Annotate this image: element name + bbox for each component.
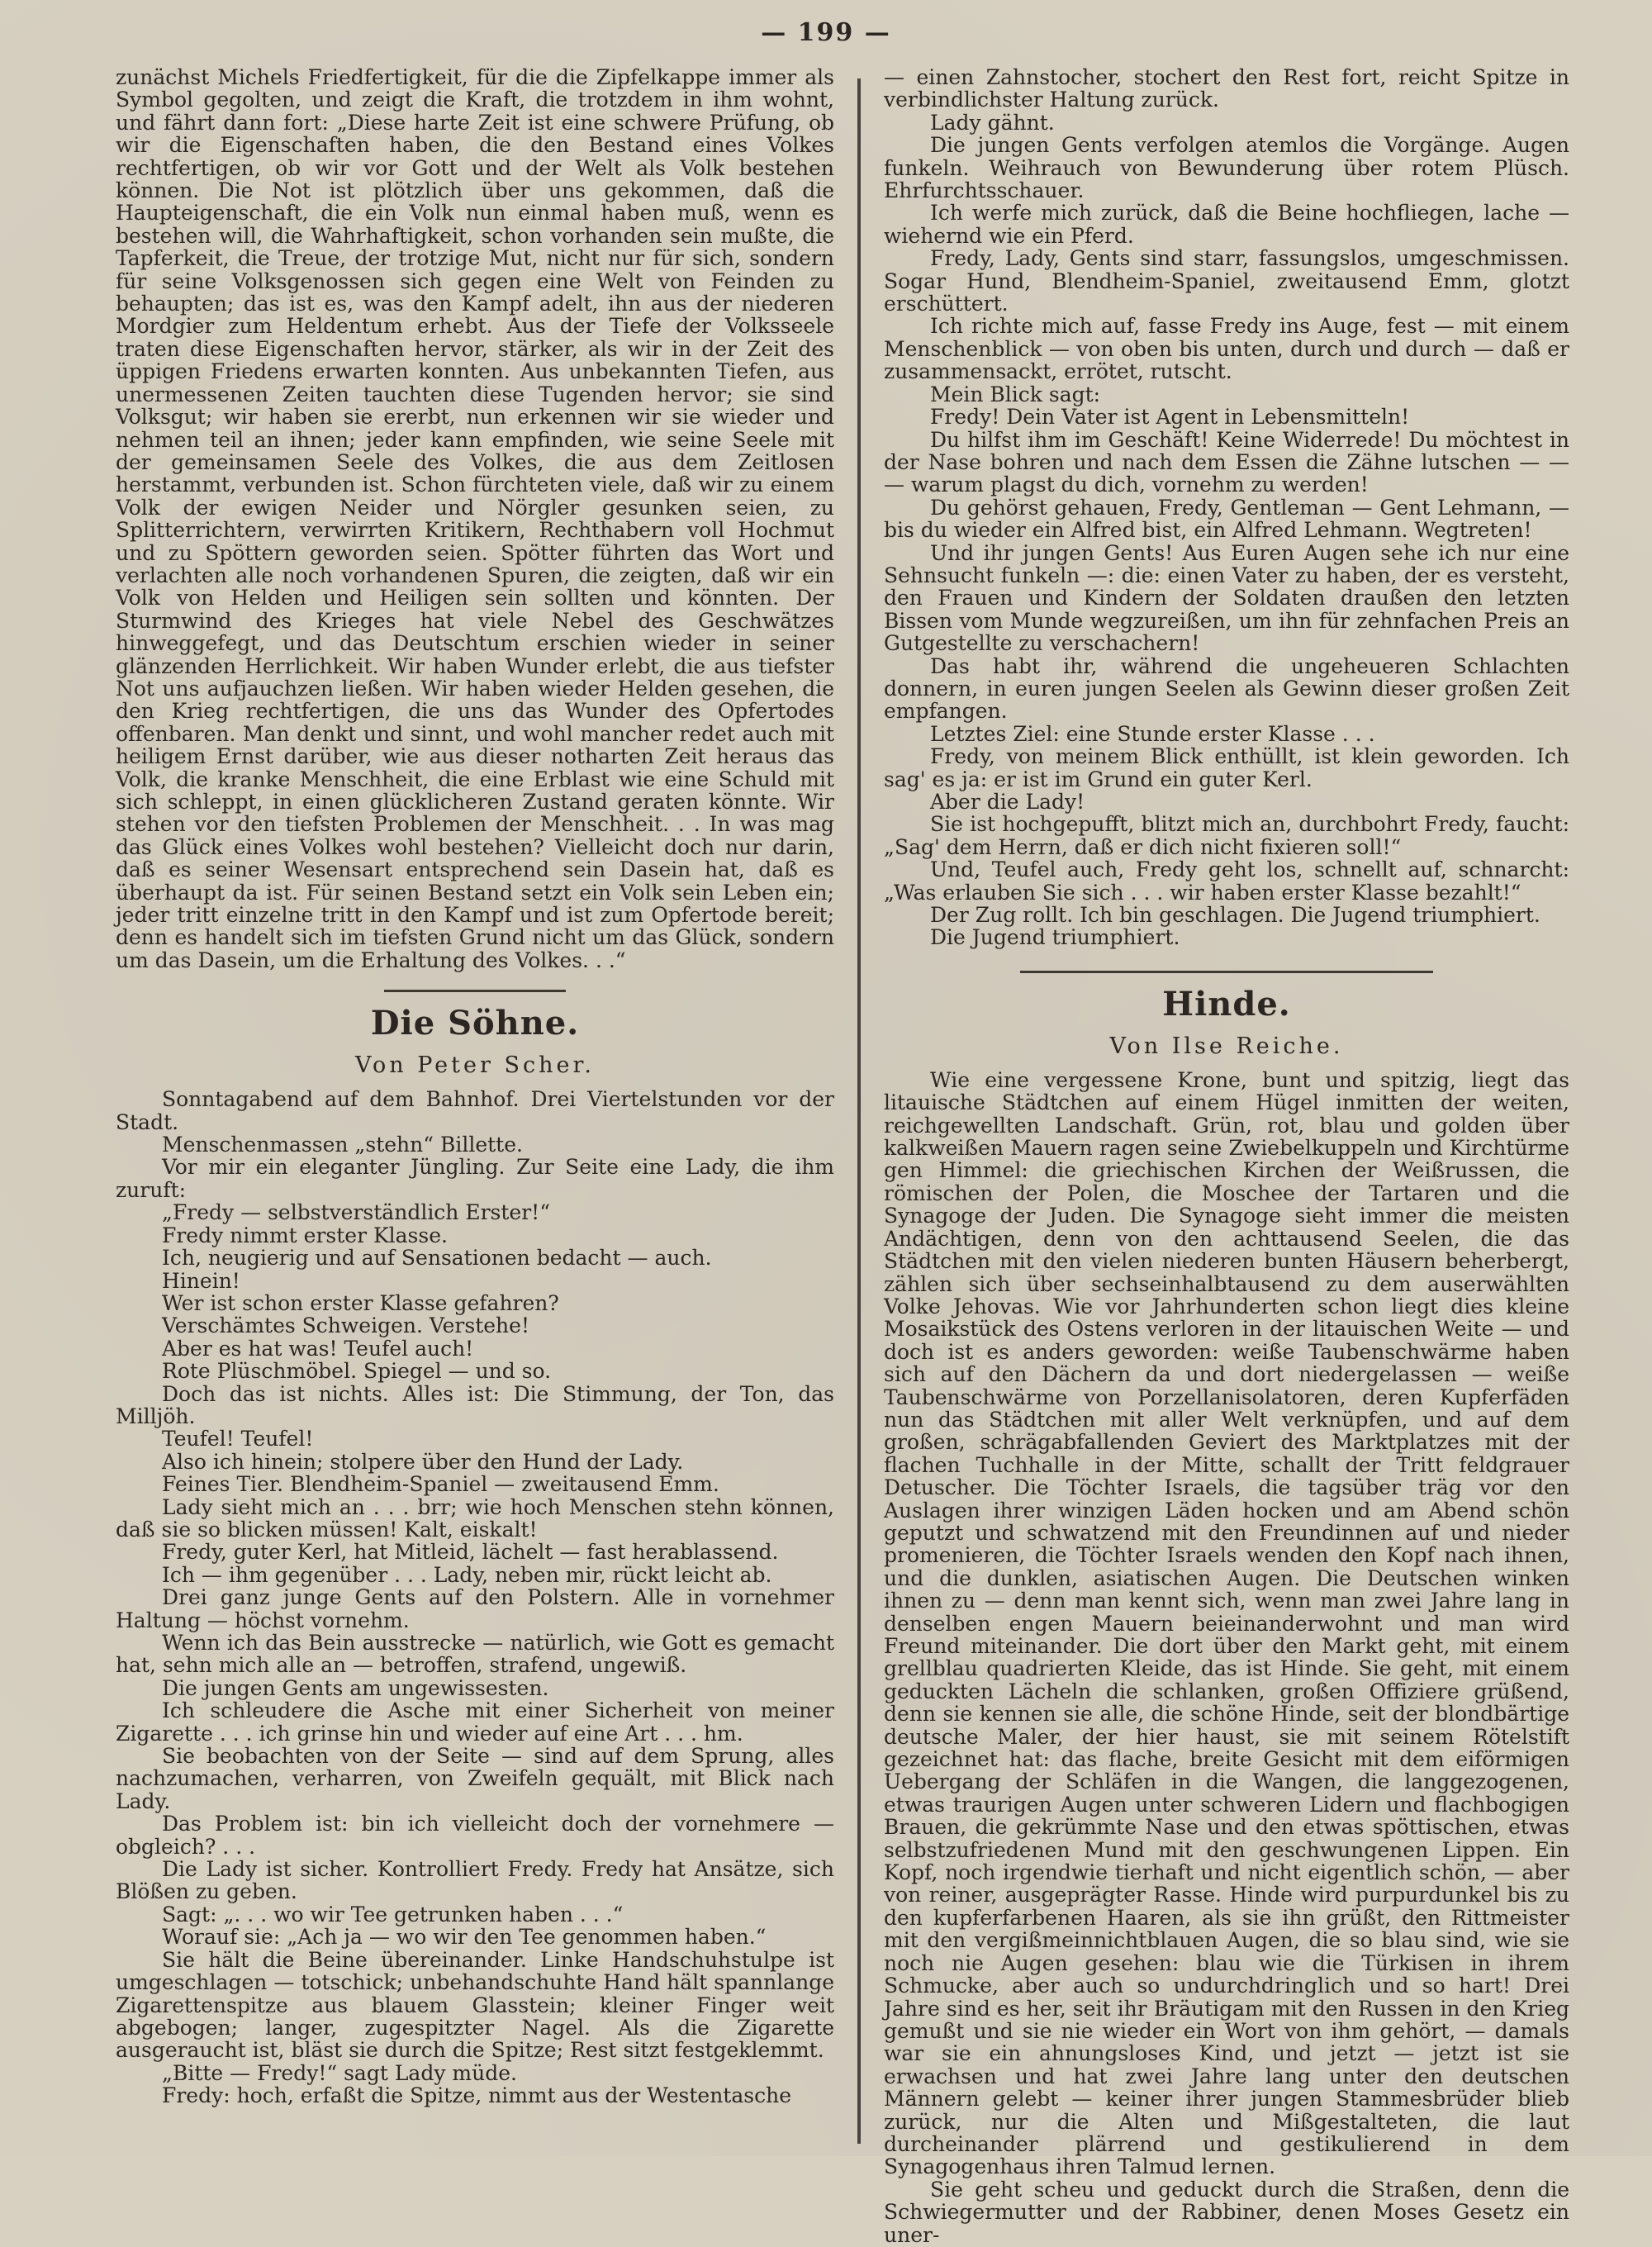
story-paragraph: Ich werfe mich zurück, daß die Beine hochfliegen, lache — wiehernd wie ein Pferd. (884, 201, 1569, 248)
story-title: Die Söhne. (370, 1004, 580, 1043)
story-paragraph: Die Lady ist sicher. Kontrolliert Fredy. Fredy hat Ansätze, sich Blößen zu geben. (116, 1857, 834, 1904)
story-paragraph: „Fredy — selbstverständlich Erster!“ (162, 1200, 551, 1225)
story-paragraph: Drei ganz junge Gents auf den Polstern. Alle in vornehmer Haltung — höchst vornehm. (116, 1585, 834, 1632)
story-paragraph: Du gehörst gehauen, Fredy, Gentleman — Gent Lehmann, — bis du wieder ein Alfred bist, ein Alfred Lehmann. Wegtreten! (884, 495, 1569, 543)
story-paragraph: Fredy: hoch, erfaßt die Spitze, nimmt aus der Westentasche (162, 2083, 791, 2108)
essay-continuation: zunächst Michels Friedfertigkeit, für die die Zipfelkappe immer als Symbol gegolten, und zeigt die Kraft, die trotzdem in ihm wohnt, und fährt dann fort: „Diese harte Zeit ist eine schwere Prüfung, ob wir die Eigenschaften haben, die den Bestand eines Volkes rechtfertigen, ob wir vor Gott und der Welt als Volk bestehen können. Die Not ist plötzlich über uns gekommen, daß die Haupteigenschaft, die ein Volk nun einmal haben muß, wenn es bestehen will, die Wahrhaftigkeit, schon vorhanden sein mußte, die Tapferkeit, die Treue, der trotzige Mut, nicht nur für sich, sondern für seine Volksgenossen sich gegen eine Welt von Feinden zu behaupten; das ist es, was den Kampf adelt, ihn aus der niederen Mordgier zum Heldentum erhebt. Aus der Tiefe der Volksseele traten diese Eigenschaften hervor, stärker, als wir in der Zeit des üppigen Friedens erwarten konnten. Aus unbekannten Tiefen, aus unermessenen Zeiten tauchten diese Tugenden hervor; sie sind Volksgut; wir haben sie ererbt, nun erkennen wir sie wieder und nehmen teil an ihnen; jeder kann empfinden, wie seine Seele mit der gemeinsamen Seele des Volkes, die aus dem Zeitlosen herstammt, verbunden ist. Schon fürchteten viele, daß wir zu einem Volk der ewigen Neider und Nörgler gesunken seien, zu Splitterrichtern, verwirrten Kritikern, Rechthabern voll Hochmut und zu Spöttern geworden seien. Spötter führten das Wort und verlachten alle noch vorhandenen Spuren, die zeigten, daß wir ein Volk von Helden und Heiligen sein sollten und könnten. Der Sturmwind des Krieges hat viele Nebel des Geschwätzes hinweggefegt, und das Deutschtum erschien wieder in seiner glänzenden Herrlichkeit. Wir haben Wunder erlebt, die aus tiefster Not uns aufjauchzen ließen. Wir haben wieder Helden gesehen, die den Krieg rechtfertigen, die uns das Wunder des Opfertodes offenbaren. Man denkt und sinnt, und wohl mancher redet auch mit heiligem Ernst darüber, wie aus dieser notharten Zeit heraus das Volk, die kranke Menschheit, die eine Erblast wie eine Schuld mit sich schleppt, in einen glücklicheren Zustand geraten könnte. Wir stehen vor den tiefsten Problemen der Menschheit. . . In was mag das Glück eines Volkes wohl bestehen? Vielleicht doch nur darin, daß es seiner Wesensart entsprechend sein Dasein hat, daß es überhaupt da ist. Für seinen Bestand setzt ein Volk sein Leben ein; jeder tritt einzelne tritt in den Kampf und ist zum Opfertode bereit; denn es handelt sich im tiefsten Grund nicht um das Glück, sondern um das Dasein, um die Erhaltung des Volkes. . .“ (116, 65, 834, 972)
story-paragraph: Feines Tier. Blendheim-Spaniel — zweitausend Emm. (162, 1472, 719, 1497)
story-paragraph: Ich richte mich auf, fasse Fredy ins Auge, fest — mit einem Menschenblick — von oben bis unten, durch und durch — daß er zusammensackt, errötet, rutscht. (884, 314, 1569, 384)
section-rule (1020, 971, 1433, 973)
right-column (884, 66, 1569, 2246)
story-paragraph: Hinein! (162, 1268, 240, 1293)
column-divider (857, 78, 861, 2144)
story-paragraph: Ich, neugierig und auf Sensationen bedacht — auch. (162, 1246, 712, 1271)
story-paragraph: Wie eine vergessene Krone, bunt und spitzig, liegt das litauische Städtchen auf einem Hügel inmitten der weiten, reichgewellten Landschaft. Grün, rot, blau und golden über kalkweißen Mauern ragen seine Zwiebelkuppeln und Kirchtürme gen Himmel: die griechischen Kirchen der Weißrussen, die römischen der Polen, die Moschee der Tartaren und die Synagoge der Juden. Die Synagoge sieht immer die meisten Andächtigen, denn von den achttausend Seelen, die das Städtchen mit den vielen niederen bunten Häusern beherbergt, zählen sich über sechseinhalbtausend zu dem auserwählten Volke Jehovas. Wie vor Jahrhunderten schon liegt dies kleine Mosaikstück des Ostens verloren in der litauischen Weite — und doch ist es anders geworden: weiße Taubenschwärme haben sich auf den Dächern da und dort niedergelassen — weiße Taubenschwärme von Porzellanisolatoren, deren Kupferfäden nun das Städtchen mit aller Welt verknüpfen, und auf dem großen, schrägabfallenden Geviert des Marktplatzes mit der flachen Tuchhalle in der Mitte, schallt der Tritt feldgrauer Detuscher. Die Töchter Israels, die tagsüber träg vor den Auslagen ihrer winzigen Läden hocken und am Abend schön geputzt und schwatzend mit den Freundinnen auf und nieder promenieren, die Töchter Israels wenden den Kopf nach ihnen, und die dunklen, asiatischen Augen. Die Deutschen winken ihnen zu — denn man kennt sich, wenn man zwei Jahre lang in denselben engen Mauern beieinanderwohnt und man wird Freund miteinander. Die dort über den Markt geht, mit einem grellblau quadrierten Kleide, das ist Hinde. Sie geht, mit einem geduckten Lächeln die schlanken, großen Offiziere grüßend, denn sie kennen sie alle, die schöne Hinde, seit der blondbärtige deutsche Maler, der hier haust, sie mit seinem Rötelstift gezeichnet hat: das flache, breite Gesicht mit dem eiförmigen Uebergang der Schläfen in die Wangen, die langgezogenen, etwas traurigen Augen unter schweren Lidern und flachbogigen Brauen, die gekrümmte Nase und den etwas spöttischen, etwas selbstzufriedenen Mund mit den geschwungenen Lippen. Ein Kopf, noch irgendwie tierhaft und nicht eigentlich schön, — aber von reiner, ausgeprägter Rasse. Hinde wird purpurdunkel bis zu den kupferfarbenen Haaren, als sie ihn grüßt, den Rittmeister mit den vergißmeinnichtblauen Augen, die so blau sind, wie sie noch nie Augen gesehen: blau wie die Türkisen in ihrem Schmucke, aber auch so undurchdringlich und so hart! Drei Jahre sind es her, seit ihr Bräutigam mit den Russen in den Krieg gemußt und sie nie wieder ein Wort von ihm gehört, — damals war sie ein ahnungsloses Kind, und jetzt — jetzt ist sie erwachsen und hat zwei Jahre lang unter den deutschen Männern gelebt — keiner ihrer jungen Stammesbrüder blieb zurück, nur die Alten und Mißgestalteten, die laut durcheinander plärrend und gestikulierend in dem Synagogenhaus ihren Talmud lernen. (884, 1067, 1569, 2179)
story-paragraph: Doch das ist nichts. Alles ist: Die Stimmung, der Ton, das Milljöh. (116, 1381, 834, 1428)
story-paragraph: Die Jugend triumphiert. (930, 925, 1180, 950)
story-paragraph: Sie ist hochgepufft, blitzt mich an, durchbohrt Fredy, faucht: „Sag' dem Herrn, daß er dich nicht fixieren soll!“ (884, 812, 1569, 859)
story-paragraph: Sie hält die Beine übereinander. Linke Handschuhstulpe ist umgeschlagen — totschick; unbehandschuhte Hand hält spannlange Zigarettenspitze aus blauem Glasstein; kleiner Finger weit abgebogen; langer, zugespitzter Nagel. Als die Zigarette ausgeraucht ist, bläst sie durch die Spitze; Rest sitzt festgeklemmt. (116, 1947, 834, 2063)
story-paragraph: Wer ist schon erster Klasse gefahren? (162, 1290, 559, 1315)
story-paragraph: Fredy, Lady, Gents sind starr, fassungslos, umgeschmissen. Sogar Hund, Blendheim-Spaniel, zweitausend Emm, glotzt erschüttert. (884, 246, 1569, 316)
story-paragraph: Aber die Lady! (930, 790, 1085, 814)
story-paragraph: Sie geht scheu und geduckt durch die Straßen, denn die Schwiegermutter und der Rabbiner, denen Moses Gesetz ein uner- (884, 2177, 1569, 2247)
story-paragraph: Letztes Ziel: eine Stunde erster Klasse . . . (930, 721, 1375, 746)
story-paragraph: Fredy! Dein Vater ist Agent in Lebensmitteln! (930, 405, 1410, 430)
story-paragraph: Ich schleudere die Asche mit einer Sicherheit von meiner Zigarette . . . ich grinse hin und wieder auf eine Art . . . hm. (116, 1698, 834, 1746)
story-paragraph: Die jungen Gents verfolgen atemlos die Vorgänge. Augen funkeln. Weihrauch von Bewunderung über rotem Plüsch. Ehrfurchtsschauer. (884, 133, 1569, 203)
story-author: Von Peter Scher. (354, 1052, 595, 1079)
story-paragraph: Das habt ihr, während die ungeheueren Schlachten donnern, in euren jungen Seelen als Gewinn dieser großen Zeit empfangen. (884, 653, 1569, 724)
story-paragraph: Lady sieht mich an . . . brr; wie hoch Menschen stehn können, daß sie so blicken müssen! Kalt, eiskalt! (116, 1494, 834, 1542)
story-paragraph: Mein Blick sagt: (930, 382, 1101, 406)
story-paragraph: Du hilfst ihm im Geschäft! Keine Widerrede! Du möchtest in der Nase bohren und nach dem Essen die Zähne lutschen — — — warum plagst du dich, vornehm zu werden! (884, 427, 1569, 497)
story-paragraph: Worauf sie: „Ach ja — wo wir den Tee genommen haben.“ (162, 1925, 767, 1950)
story-paragraph: Fredy, guter Kerl, hat Mitleid, lächelt — fast herablassend. (162, 1540, 779, 1565)
story-paragraph: Die jungen Gents am ungewissesten. (162, 1675, 549, 1700)
story-paragraph: Und ihr jungen Gents! Aus Euren Augen sehe ich nur eine Sehnsucht funkeln —: die: einen Vater zu haben, der es versteht, den Frauen und Kindern der Soldaten draußen den letzten Bissen vom Munde wegzureißen, um ihn für zehnfachen Preis an Gutgestellte zu verschachern! (884, 540, 1569, 656)
story-paragraph: Lady gähnt. (930, 110, 1055, 135)
story-paragraph: „Bitte — Fredy!“ sagt Lady müde. (162, 2060, 517, 2085)
story-paragraph: Fredy, von meinem Blick enthüllt, ist klein geworden. Ich sag' es ja: er ist im Grund ein guter Kerl. (884, 744, 1569, 791)
story-paragraph: Das Problem ist: bin ich vielleicht doch der vornehmere — obgleich? . . . (116, 1812, 834, 1859)
story-paragraph: Vor mir ein eleganter Jüngling. Zur Seite eine Lady, die ihm zuruft: (116, 1155, 834, 1202)
section-rule (384, 990, 566, 992)
left-column (116, 66, 834, 2107)
story-title: Hinde. (1162, 984, 1291, 1024)
story-paragraph: Aber es hat was! Teufel auch! (162, 1336, 474, 1361)
story-paragraph: Menschenmassen „stehn“ Billette. (162, 1133, 523, 1157)
story-paragraph: Wenn ich das Bein ausstrecke — natürlich, wie Gott es gemacht hat, sehn mich alle an — betroffen, strafend, ungewiß. (116, 1631, 834, 1678)
story-paragraph: Teufel! Teufel! (162, 1427, 314, 1451)
story-paragraph: Und, Teufel auch, Fredy geht los, schnellt auf, schnarcht: „Was erlauben Sie sich . . . wir haben erster Klasse bezahlt!“ (884, 857, 1569, 905)
story-paragraph: — einen Zahnstocher, stochert den Rest fort, reicht Spitze in verbindlichster Haltung zurück. (884, 65, 1569, 112)
story-paragraph: Sonntagabend auf dem Bahnhof. Drei Viertelstunden vor der Stadt. (116, 1087, 834, 1134)
story-paragraph: Fredy nimmt erster Klasse. (162, 1223, 448, 1247)
story-author: Von Ilse Reiche. (1109, 1033, 1344, 1059)
story-paragraph: Ich — ihm gegenüber . . . Lady, neben mir, rückt leicht ab. (162, 1562, 772, 1587)
story-paragraph: Sagt: „. . . wo wir Tee getrunken haben . . .“ (162, 1902, 624, 1926)
page-number: — 199 — (761, 18, 891, 47)
story-paragraph: Sie beobachten von der Seite — sind auf dem Sprung, alles nachzumachen, verharren, von Zweifeln gequält, mit Blick nach Lady. (116, 1744, 834, 1813)
story-paragraph: Der Zug rollt. Ich bin geschlagen. Die Jugend triumphiert. (930, 903, 1540, 928)
story-paragraph: Verschämtes Schweigen. Verstehe! (162, 1314, 529, 1338)
story-paragraph: Rote Plüschmöbel. Spiegel — und so. (162, 1359, 552, 1384)
story-paragraph: Also ich hinein; stolpere über den Hund der Lady. (162, 1449, 684, 1474)
